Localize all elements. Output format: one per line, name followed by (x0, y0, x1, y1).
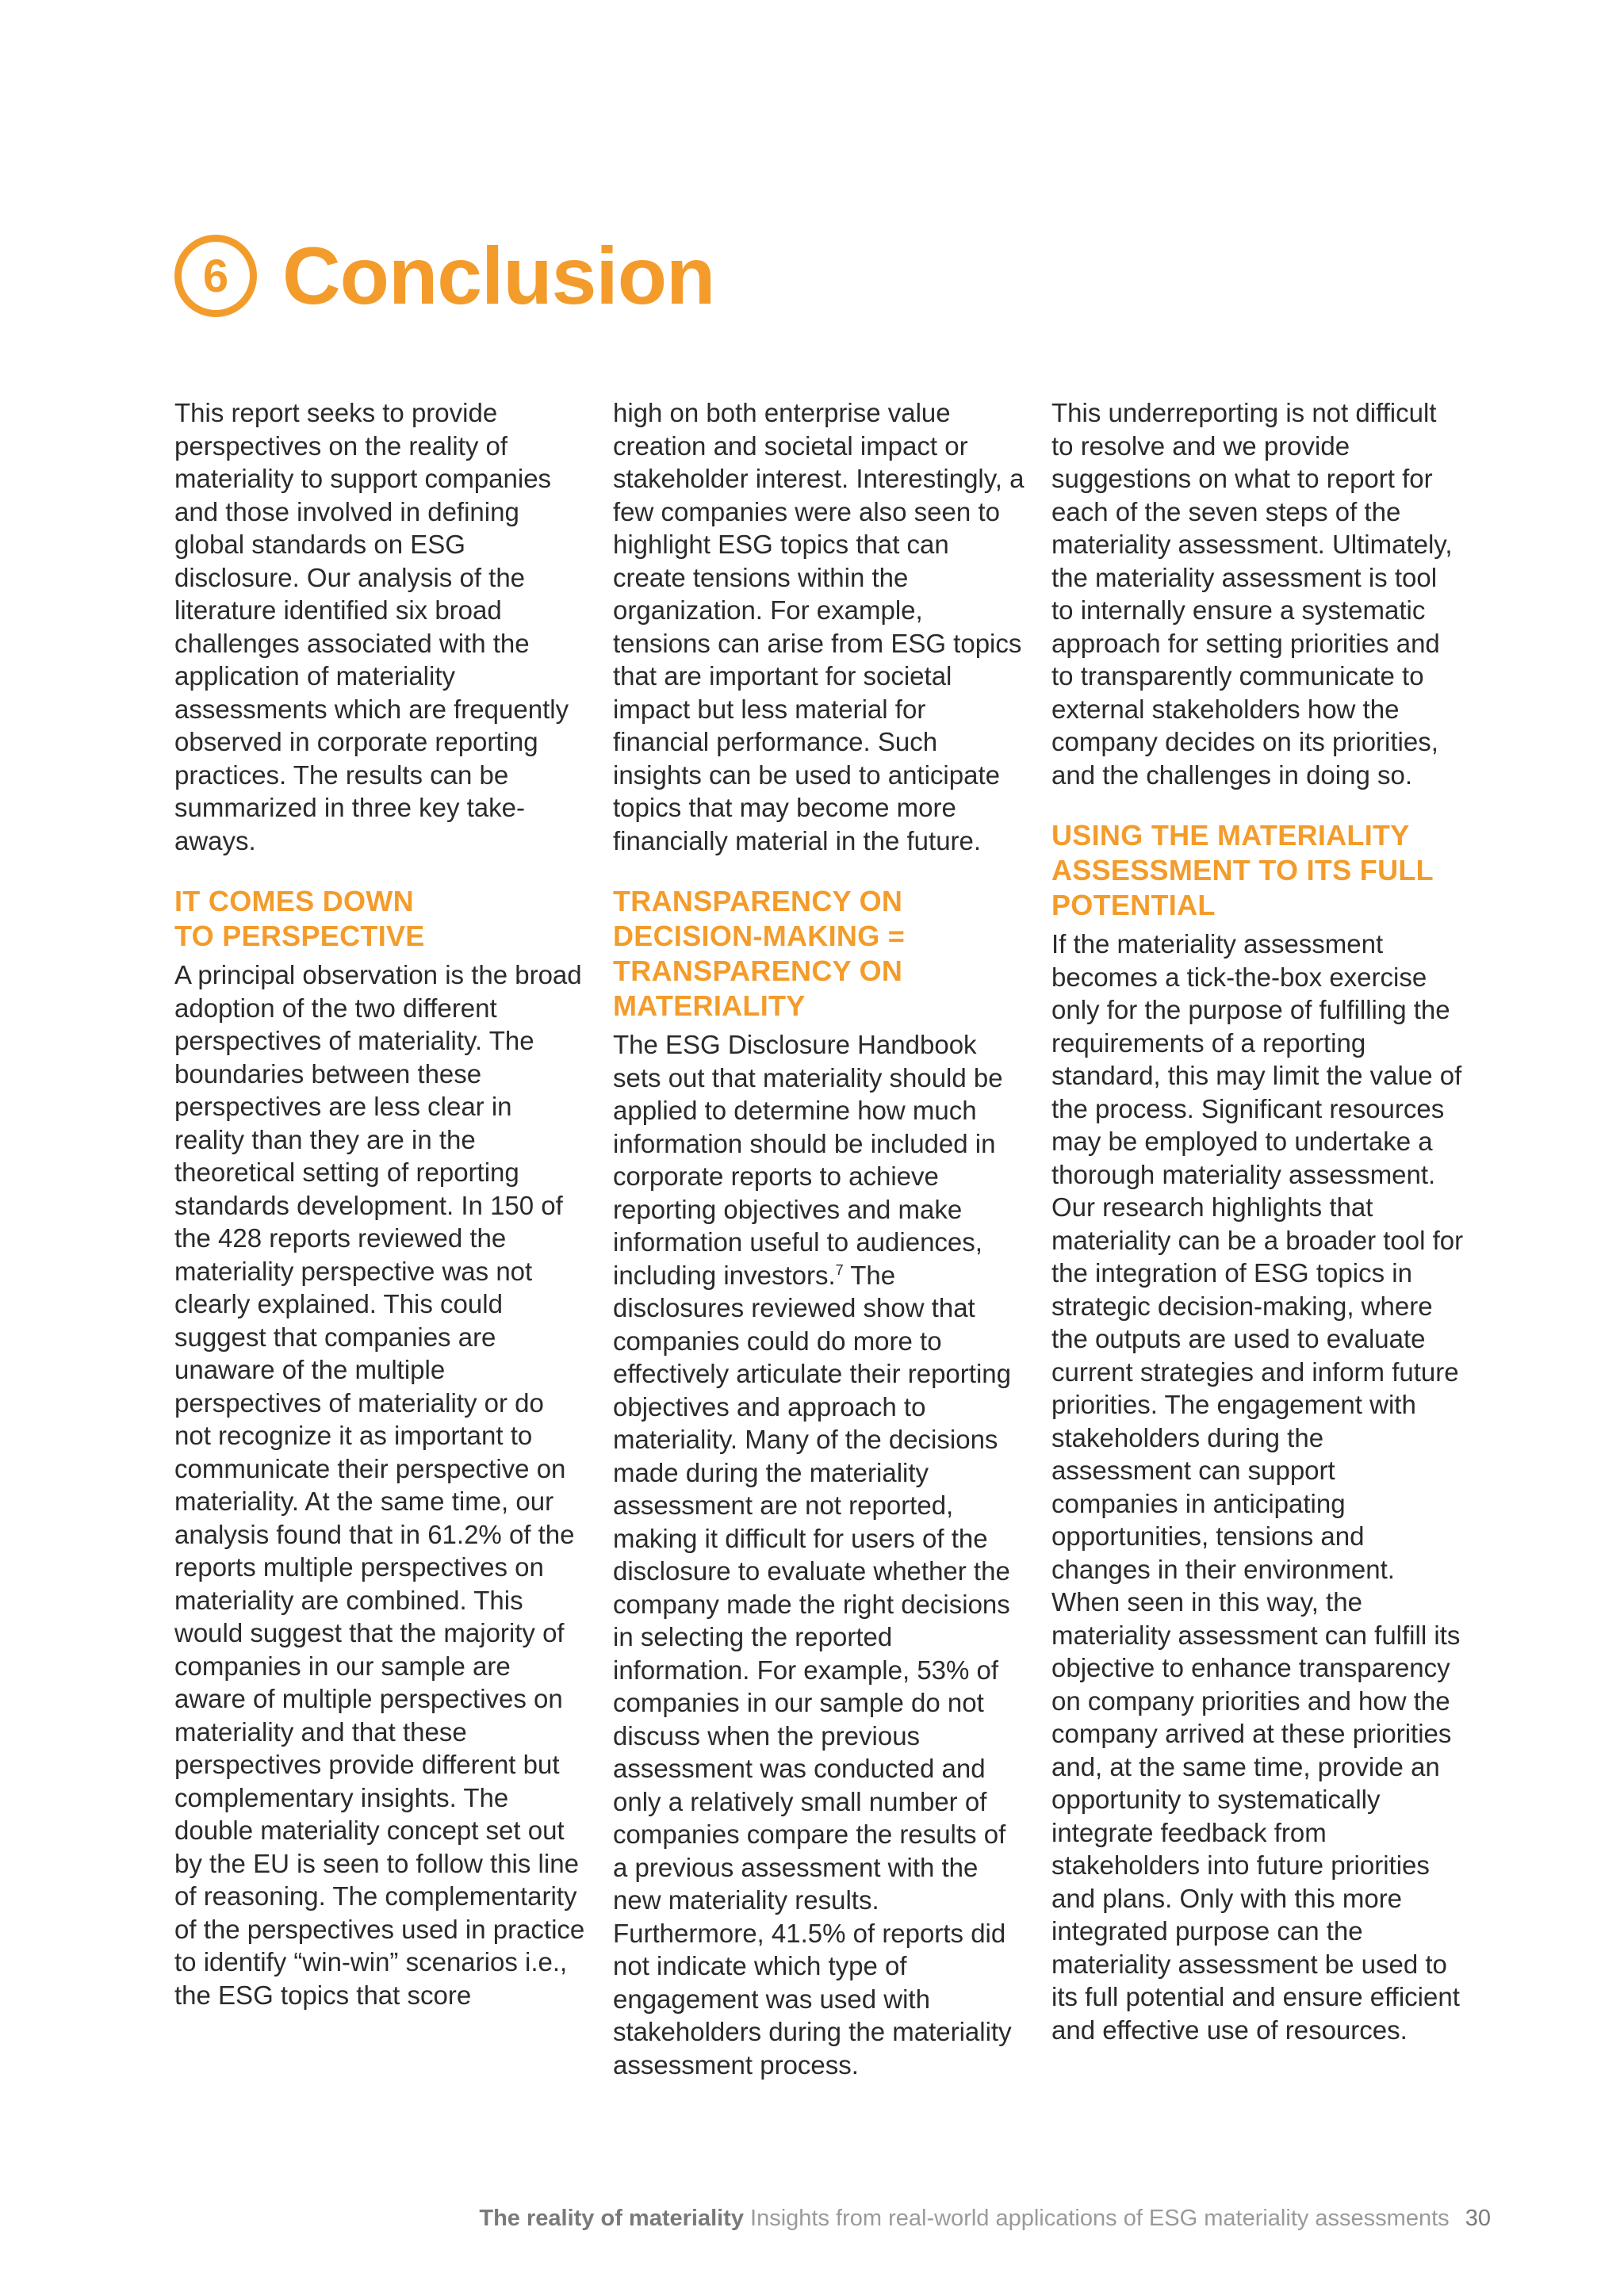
subheading-line: DECISION-MAKING = (613, 920, 906, 952)
intro-paragraph: This report seeks to provide perspectives on the reality of materiality to support companies and those involved in defining global standards on ESG disclosure. Our analysis of the literature identified six broad challenges associated with the application of materiality assessments which are frequently observed in corporate reporting practices. The results can be summarized in three key take-aways. (174, 398, 569, 855)
column-2 (613, 396, 1025, 2081)
section-heading (174, 228, 714, 323)
page-footer (479, 2206, 1491, 2232)
footnote-marker: 7 (835, 1261, 844, 1278)
underreporting-paragraph: This underreporting is not difficult to resolve and we provide suggestions on what to report for each of the seven steps of the materiality assessment. Ultimately, the materiality assessment is tool to internally ensure a systematic approach for setting priorities and to transparently communicate to external stakeholders how the company decides on its priorities, and the challenges in doing so. (1051, 398, 1453, 790)
transparency-text-part1: The ESG Disclosure Handbook sets out that materiality should be applied to determine how much information should be included in corporate reports to achieve reporting objectives and make information useful to audiences, including investors. (613, 1030, 1003, 1290)
subheading-perspective (174, 884, 587, 954)
subheading-line: MATERIALITY (613, 989, 806, 1022)
subheading-full-potential (1051, 818, 1464, 923)
section-number-badge: 6 (174, 235, 257, 317)
continued-paragraph: high on both enterprise value creation and societal impact or stakeholder interest. Interestingly, a few companies were also seen to highlight ESG topics that can create tensions within the organization. For example, tensions can arise from ESG topics that are important for societal impact but less material for financial performance. Such insights can be used to anticipate topics that may become more financially material in the future. (613, 398, 1025, 855)
subheading-line: IT COMES DOWN (174, 885, 414, 917)
subheading-line: TO PERSPECTIVE (174, 920, 425, 952)
page-title: Conclusion (282, 231, 715, 321)
page-number: 30 (1465, 2206, 1491, 2231)
footer-report-title: The reality of materiality (479, 2206, 744, 2231)
subheading-line: ASSESSMENT TO ITS FULL (1051, 854, 1434, 886)
column-1 (174, 396, 587, 2011)
subheading-line: POTENTIAL (1051, 889, 1216, 921)
footer-subtitle: Insights from real-world applications of ESG materiality assessments (750, 2206, 1450, 2231)
full-potential-paragraph: If the materiality assessment becomes a tick-the-box exercise only for the purpose of fulfilling the requirements of a reporting standard, this may limit the value of the process. Significant resources may be employed to undertake a thorough materiality assessment. Our research highlights that materiality can be a broader tool for the integration of ESG topics in strategic decision-making, where the outputs are used to evaluate current strategies and inform future priorities. The engagement with stakeholders during the assessment can support companies in anticipating opportunities, tensions and changes in their environment. When seen in this way, the materiality assessment can fulfill its objective to enhance transparency on company priorities and how the company arrived at these priorities and, at the same time, provide an opportunity to systematically integrate feedback from stakeholders into future priorities and plans. Only with this more integrated purpose can the materiality assessment be used to its full potential and ensure efficient and effective use of resources. (1051, 929, 1464, 2045)
subheading-transparency (613, 884, 1025, 1024)
column-3 (1051, 396, 1464, 2046)
transparency-paragraph (613, 1028, 1025, 2081)
subheading-line: USING THE MATERIALITY (1051, 819, 1410, 851)
subheading-line: TRANSPARENCY ON (613, 885, 903, 917)
transparency-text-part2: The disclosures reviewed show that companies could do more to effectively articulate their reporting objectives and approach to materiality. Many of the decisions made during the materiality assessment are not reported, making it difficult for users of the disclosure to evaluate whether the company made the right decisions in selecting the reported information. For example, 53% of companies in our sample do not discuss when the previous assessment was conducted and only a relatively small number of companies compare the results of a previous assessment with the new materiality results. Furthermore, 41.5% of reports did not indicate which type of engagement was used with stakeholders during the materiality assessment process. (613, 1260, 1012, 2080)
subheading-line: TRANSPARENCY ON (613, 955, 903, 987)
perspective-paragraph: A principal observation is the broad adoption of the two different perspectives of materiality. The boundaries between these perspectives are less clear in reality than they are in the theoretical setting of reporting standards development. In 150 of the 428 reports reviewed the materiality perspective was not clearly explained. This could suggest that companies are unaware of the multiple perspectives of materiality or do not recognize it as important to communicate their perspective on materiality. At the same time, our analysis found that in 61.2% of the reports multiple perspectives on materiality are combined. This would suggest that the majority of companies in our sample are aware of multiple perspectives on materiality and that these perspectives provide different but complementary insights. The double materiality concept set out by the EU is seen to follow this line of reasoning. The complementarity of the perspectives used in practice to identify “win-win” scenarios i.e., the ESG topics that score (174, 960, 585, 2010)
